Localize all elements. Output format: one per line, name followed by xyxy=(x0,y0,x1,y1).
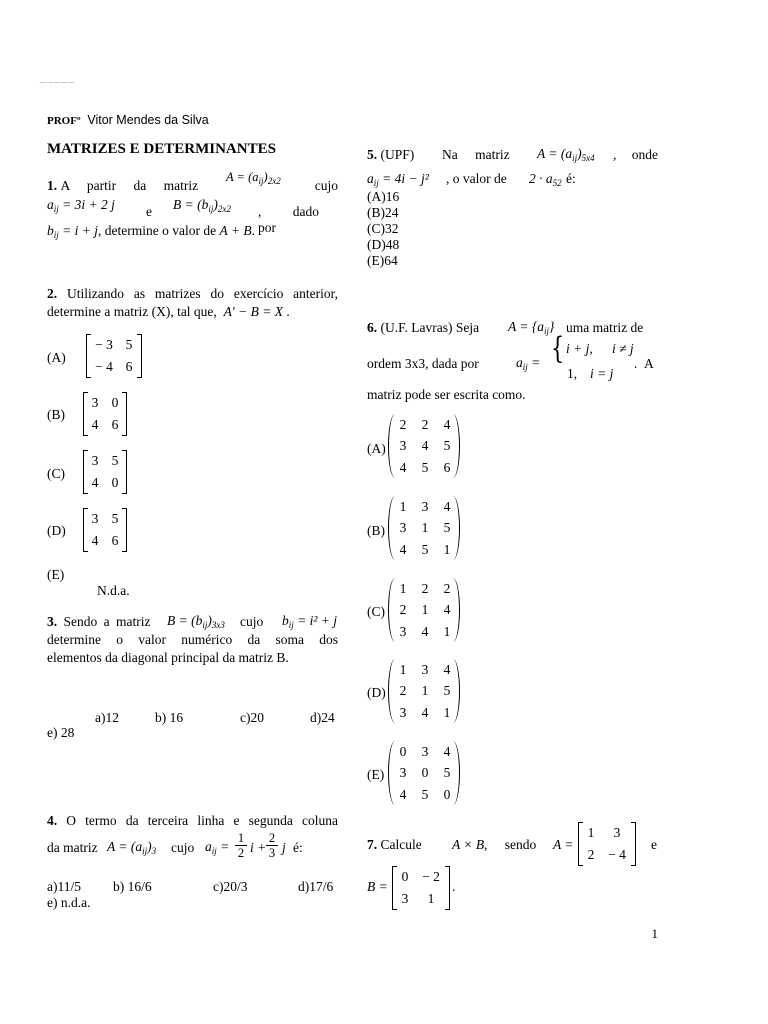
q4-frac2: 2 3 xyxy=(266,831,278,860)
q2-option-b-matrix: 3 0 4 6 xyxy=(83,392,127,436)
question-5 xyxy=(367,146,658,269)
prof-label: PROFº xyxy=(47,115,81,127)
q1-matrix-b: $B = (b_{ij})_{2x2}$ xyxy=(173,197,231,214)
q7-sendo: , sendo xyxy=(484,837,537,852)
q4-line2a: da matriz xyxy=(47,840,98,855)
q3-answer-b: b) 16 xyxy=(155,710,184,725)
q6-option-b-label: (B) xyxy=(367,523,385,538)
q6-option-c-label: (C) xyxy=(367,604,385,619)
q4-answer-c: c)20/3 xyxy=(213,879,248,894)
q3-matrix-b: $B = (b_{ij})_{3x3}$ xyxy=(167,613,225,630)
q6-option-d-matrix: 1 3 4 2 1 5 3 4 1 xyxy=(388,659,460,723)
q2-line2: determine a matriz (X), tal que, A′ − B = X . xyxy=(47,304,290,319)
q6-line1: 6. (U.F. Lavras) Seja $A = \{a_{ij}\}$ uma matriz de xyxy=(367,319,644,336)
q7-text-a: 7. Calcule xyxy=(367,837,422,852)
q6-option-e-label: (E) xyxy=(367,767,385,782)
q6-option-e-matrix: 0 3 4 3 0 5 4 5 0 xyxy=(388,741,460,805)
q3-answer-c: c)20 xyxy=(240,710,264,725)
q2-expr: A′ − B = X xyxy=(223,304,283,319)
q5-text-b: , o valor de xyxy=(446,171,507,186)
q1-text-a: A partir da matriz xyxy=(60,178,199,193)
q7-matrix-b: 0 − 2 3 1 xyxy=(392,866,450,910)
q4-answer-d: d)17/6 xyxy=(298,879,334,894)
q4-matrix-a: $A = (a_{ij})_3$ xyxy=(107,839,157,856)
q4-cujo: cujo xyxy=(171,840,195,855)
q2-line1: 2. Utilizando as matrizes do exercício anterior, xyxy=(47,286,338,301)
q1-line3: $b_{ij} = i + j$, determine o valor de A + B. xyxy=(47,223,255,240)
q6-option-a-label: (A) xyxy=(367,441,386,456)
prof-name: Vitor Mendes da Silva xyxy=(87,113,209,127)
q7-a-eq: A = xyxy=(553,837,574,852)
question-1 xyxy=(47,170,338,242)
q3-line3: elementos da diagonal principal da matriz B. xyxy=(47,650,289,665)
q5-matrix-a: $A = (a_{ij})_{5x4}$ xyxy=(537,146,595,163)
q3-answer-d: d)24 xyxy=(310,710,335,725)
q2-option-d-matrix: 3 5 4 6 xyxy=(83,508,127,552)
q2-option-d-label: (D) xyxy=(47,523,66,538)
q6-case2-cond: i = j xyxy=(590,366,614,381)
q4-line1: 4. O termo da terceira linha e segunda coluna xyxy=(47,813,338,828)
q1-dado-por: , dado por xyxy=(258,204,319,235)
q6-case1-cond: i ≠ j xyxy=(612,341,634,356)
q5-option-e: (E)64 xyxy=(367,253,398,268)
q6-aij: $a_{ij}$ = xyxy=(516,355,541,372)
header-scribble: ————— xyxy=(40,80,75,86)
q3-cujo: cujo xyxy=(240,614,264,629)
q5-option-c: (C)32 xyxy=(367,221,399,236)
q4-e-colon: é: xyxy=(293,840,303,855)
q6-line2a: ordem 3x3, dada por xyxy=(367,356,479,371)
q5-line2 xyxy=(367,168,658,188)
question-6 xyxy=(367,316,658,338)
page-number: 1 xyxy=(651,926,658,941)
q6-line3: matriz pode ser escrita como. xyxy=(367,387,526,402)
q5-option-a: (A)16 xyxy=(367,189,400,204)
q6-text-b: uma matriz de xyxy=(566,320,644,335)
q3-line2: determine o valor numérico da soma dos xyxy=(47,632,338,647)
q6-case1: i + j, xyxy=(566,341,593,356)
q7-e: e xyxy=(651,837,657,852)
q2-option-c-matrix: 3 5 4 0 xyxy=(83,450,127,494)
q2-option-e-text: N.d.a. xyxy=(97,583,130,598)
q4-frac1: 1 2 xyxy=(235,831,247,860)
question-4 xyxy=(47,813,338,829)
q1-e: e xyxy=(146,204,152,219)
q2-option-a-matrix: − 3 5 − 4 6 xyxy=(86,334,142,378)
page-title: MATRIZES E DETERMINANTES xyxy=(47,141,276,157)
q6-option-c-matrix: 1 2 2 2 1 4 3 4 1 xyxy=(388,578,460,642)
q1-tail: , determine o valor de xyxy=(98,223,217,238)
q3-answer-a: a)12 xyxy=(95,710,119,725)
q4-aij: $a_{ij}$ = xyxy=(205,839,230,856)
q5-option-b: (B)24 xyxy=(367,205,399,220)
q5-option-d: (D)48 xyxy=(367,237,400,252)
q4-answer-a: a)11/5 xyxy=(47,879,81,894)
q6-curly-brace: { xyxy=(550,331,565,366)
q2-option-e-label: (E) xyxy=(47,567,65,582)
q5-e-colon: é: xyxy=(566,171,576,186)
q4-answer-b: b) 16/6 xyxy=(113,879,152,894)
q7-matrix-a: 1 3 2 − 4 xyxy=(578,822,636,866)
q5-line1: 5. (UPF) Na matriz $A = (a_{ij})_{5x4}$ , onde xyxy=(367,146,658,163)
q1-aij: $a_{ij} = 3i + 2$ j xyxy=(47,197,115,214)
q6-case2: 1, xyxy=(567,366,578,381)
q4-j: j xyxy=(282,840,286,855)
q6-set-expr: $A = \{a_{ij}\}$ xyxy=(508,319,555,336)
q1-line1 xyxy=(47,170,338,194)
q6-option-a-matrix: 2 2 4 3 4 5 4 5 6 xyxy=(388,414,460,478)
q5-onde: , onde xyxy=(613,147,658,162)
question-2 xyxy=(47,286,338,320)
q6-option-d-label: (D) xyxy=(367,685,386,700)
professor-line xyxy=(47,113,209,127)
question-3 xyxy=(47,610,338,666)
q5-aij: $a_{ij} = 4i - j^2$ xyxy=(367,171,429,188)
q4-i-plus: i + xyxy=(250,840,267,855)
q3-bij: $b_{ij} = i^2 + j$ xyxy=(282,613,338,630)
q2-option-c-label: (C) xyxy=(47,466,65,481)
q7-expr: A × B xyxy=(452,837,485,852)
q1-matrix-a: $A = (a_{ij})_{2x2}$ xyxy=(226,170,281,186)
q1-bij: $b_{ij} = i + j$ xyxy=(47,223,98,240)
q5-expr: $2 \cdot a_{52}$ xyxy=(529,171,562,188)
q5-text-a: Na matriz xyxy=(442,147,510,162)
q3-line1: 3. Sendo a matriz $B = (b_{ij})_{3x3}$ cujo $b_{ij} = i^2 + j$ xyxy=(47,613,338,630)
q1-number: 1. xyxy=(47,178,58,193)
q7-b-eq: B = xyxy=(367,879,388,894)
q7-end: . xyxy=(452,879,456,894)
q6-dot-a: . A xyxy=(634,356,654,371)
q3-answer-e: e) 28 xyxy=(47,725,75,740)
q1-cujo: cujo xyxy=(314,178,338,193)
q1-tail-expr: A + B xyxy=(219,223,252,238)
q6-option-b-matrix: 1 3 4 3 1 5 4 5 1 xyxy=(388,496,460,560)
q4-answer-e: e) n.d.a. xyxy=(47,895,91,910)
q2-option-a-label: (A) xyxy=(47,350,66,365)
q2-option-b-label: (B) xyxy=(47,407,65,422)
